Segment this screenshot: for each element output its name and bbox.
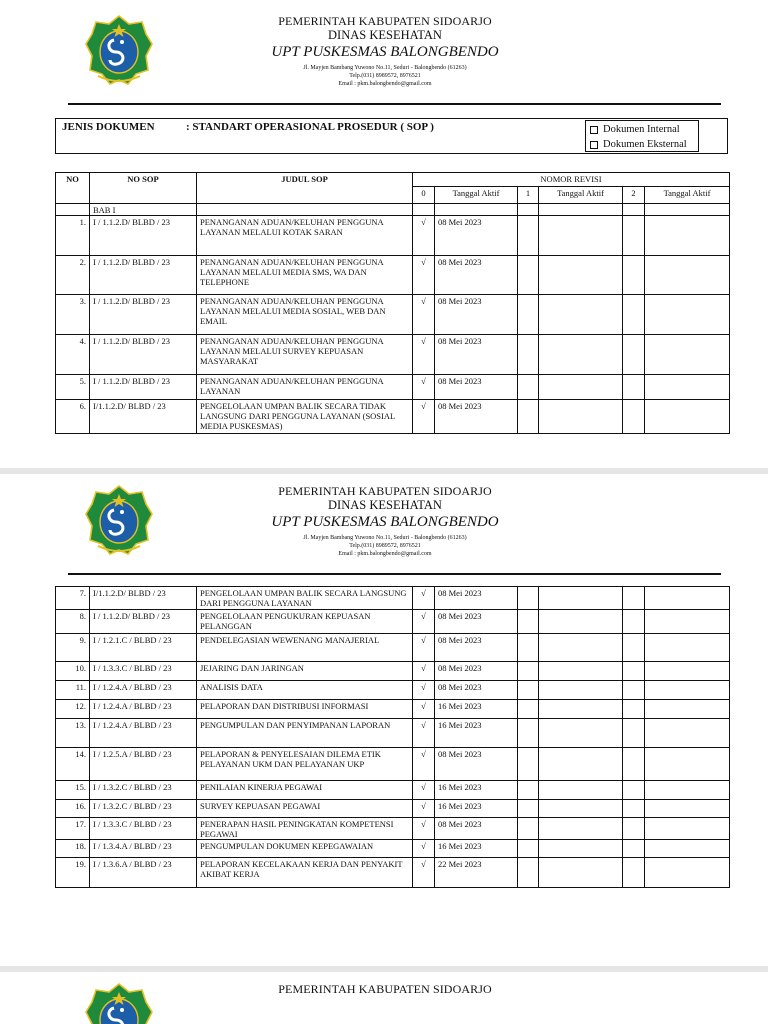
revision-2-date <box>645 216 730 256</box>
revision-2-mark <box>623 748 645 781</box>
header-phone: Telp.(031) 8989572, 8976521 <box>349 543 421 549</box>
revision-0-date: 08 Mei 2023 <box>435 818 518 840</box>
revision-0-date: 08 Mei 2023 <box>435 295 518 335</box>
revision-0-date: 08 Mei 2023 <box>435 662 518 681</box>
header-no: NO <box>56 173 90 204</box>
revision-1-date <box>539 634 623 662</box>
revision-0-date: 16 Mei 2023 <box>435 700 518 719</box>
table-row <box>56 840 730 858</box>
revision-0-check: √ <box>413 587 435 610</box>
revision-0-date: 16 Mei 2023 <box>435 719 518 748</box>
header-government: PEMERINTAH KABUPATEN SIDOARJO <box>278 14 492 28</box>
revision-0-date: 22 Mei 2023 <box>435 858 518 888</box>
row-number: 9. <box>56 634 90 662</box>
revision-1-mark <box>518 858 539 888</box>
sop-number: I / 1.2.1.C / BLBD / 23 <box>90 634 197 662</box>
revision-2-date <box>645 681 730 700</box>
revision-1-date <box>539 587 623 610</box>
option-external[interactable] <box>590 137 694 152</box>
table-row <box>56 818 730 840</box>
sop-table-page-1 <box>55 172 730 434</box>
revision-2-date <box>645 700 730 719</box>
revision-1-date <box>539 858 623 888</box>
revision-0-check: √ <box>413 781 435 800</box>
revision-0-check: √ <box>413 681 435 700</box>
revision-2-mark <box>623 256 645 295</box>
revision-2-date <box>645 634 730 662</box>
table-row <box>56 610 730 634</box>
row-number: 17. <box>56 818 90 840</box>
revision-2-mark <box>623 610 645 634</box>
revision-1-date <box>539 610 623 634</box>
revision-2-mark <box>623 587 645 610</box>
revision-0-check: √ <box>413 400 435 434</box>
document-page-3 <box>0 972 768 1024</box>
letterhead <box>0 0 768 104</box>
sop-number: I / 1.1.2.D/ BLBD / 23 <box>90 610 197 634</box>
row-number: 15. <box>56 781 90 800</box>
revision-2-mark <box>623 818 645 840</box>
sop-number: I / 1.3.4.A / BLBD / 23 <box>90 840 197 858</box>
revision-0-date: 16 Mei 2023 <box>435 840 518 858</box>
revision-1-mark <box>518 748 539 781</box>
revision-2-date <box>645 256 730 295</box>
row-number: 11. <box>56 681 90 700</box>
option-external-label: Dokumen Eksternal <box>603 139 687 150</box>
revision-2-date <box>645 858 730 888</box>
row-number: 18. <box>56 840 90 858</box>
sop-title: PELAPORAN KECELAKAAN KERJA DAN PENYAKIT AKIBAT KERJA <box>197 858 413 888</box>
sop-title: PENANGANAN ADUAN/KELUHAN PENGGUNA LAYANAN MELALUI MEDIA SMS, WA DAN TELEPHONE <box>197 256 413 295</box>
revision-2-mark <box>623 662 645 681</box>
revision-0-date: 08 Mei 2023 <box>435 400 518 434</box>
sop-title: SURVEY KEPUASAN PEGAWAI <box>197 800 413 818</box>
row-number: 14. <box>56 748 90 781</box>
revision-0-check: √ <box>413 216 435 256</box>
revision-1-date <box>539 700 623 719</box>
revision-1-date <box>539 719 623 748</box>
table-row <box>56 719 730 748</box>
revision-1-mark <box>518 781 539 800</box>
revision-0-check: √ <box>413 662 435 681</box>
header-rev-1: 1 <box>518 187 539 204</box>
revision-2-date <box>645 781 730 800</box>
row-number: 2. <box>56 256 90 295</box>
revision-0-check: √ <box>413 719 435 748</box>
revision-1-mark <box>518 400 539 434</box>
letterhead-text <box>240 484 530 558</box>
header-rev-0: 0 <box>413 187 435 204</box>
table-row <box>56 400 730 434</box>
revision-1-date <box>539 256 623 295</box>
revision-2-date <box>645 800 730 818</box>
header-agency: DINAS KESEHATAN <box>328 498 442 512</box>
revision-2-mark <box>623 335 645 375</box>
revision-2-mark <box>623 295 645 335</box>
sop-number: I / 1.1.2.D/ BLBD / 23 <box>90 256 197 295</box>
sop-title: PENERAPAN HASIL PENINGKATAN KOMPETENSI PEGAWAI <box>197 818 413 840</box>
header-address: Jl. Mayjen Bambang Yuwono No.11, Seduri - Balongbendo (61263) <box>303 535 467 541</box>
sop-title: PENILAIAN KINERJA PEGAWAI <box>197 781 413 800</box>
revision-1-mark <box>518 375 539 400</box>
revision-1-date <box>539 662 623 681</box>
sop-number: I / 1.2.4.A / BLBD / 23 <box>90 700 197 719</box>
revision-0-check: √ <box>413 840 435 858</box>
header-tanggal-aktif-1: Tanggal Aktif <box>539 187 623 204</box>
revision-2-mark <box>623 858 645 888</box>
header-email: Email : pkm.balongbendo@gmail.com <box>338 81 432 87</box>
revision-2-date <box>645 818 730 840</box>
revision-1-date <box>539 216 623 256</box>
table-row <box>56 256 730 295</box>
sop-number: I / 1.3.2.C / BLBD / 23 <box>90 800 197 818</box>
row-number: 10. <box>56 662 90 681</box>
revision-2-date <box>645 719 730 748</box>
revision-0-check: √ <box>413 256 435 295</box>
revision-2-mark <box>623 781 645 800</box>
letterhead-divider <box>68 573 721 575</box>
revision-1-mark <box>518 840 539 858</box>
document-page-2 <box>0 474 768 966</box>
sop-rows-page-1 <box>56 216 730 434</box>
header-judul-sop: JUDUL SOP <box>197 173 413 204</box>
revision-0-check: √ <box>413 295 435 335</box>
revision-2-mark <box>623 800 645 818</box>
revision-1-date <box>539 800 623 818</box>
revision-2-date <box>645 375 730 400</box>
row-number: 8. <box>56 610 90 634</box>
sop-number: I / 1.2.5.A / BLBD / 23 <box>90 748 197 781</box>
sop-title: PENGELOLAAN UMPAN BALIK SECARA LANGSUNG DARI PENGGUNA LAYANAN <box>197 587 413 610</box>
sop-number: I / 1.2.4.A / BLBD / 23 <box>90 719 197 748</box>
table-row <box>56 748 730 781</box>
revision-1-date <box>539 840 623 858</box>
revision-1-mark <box>518 818 539 840</box>
revision-1-date <box>539 295 623 335</box>
revision-1-mark <box>518 681 539 700</box>
row-number: 13. <box>56 719 90 748</box>
revision-2-date <box>645 400 730 434</box>
sop-title: PENANGANAN ADUAN/KELUHAN PENGGUNA LAYANAN MELALUI SURVEY KEPUASAN MASYARAKAT <box>197 335 413 375</box>
revision-1-date <box>539 400 623 434</box>
revision-1-mark <box>518 295 539 335</box>
chapter-label: BAB I <box>90 204 197 216</box>
revision-2-date <box>645 748 730 781</box>
table-row <box>56 634 730 662</box>
sidoarjo-regency-emblem-icon <box>84 484 154 558</box>
table-row <box>56 375 730 400</box>
sop-number: I / 1.3.3.C / BLBD / 23 <box>90 818 197 840</box>
document-type-label: JENIS DOKUMEN <box>62 121 155 133</box>
revision-2-date <box>645 840 730 858</box>
header-nomor-revisi: NOMOR REVISI <box>413 173 730 187</box>
revision-0-date: 08 Mei 2023 <box>435 681 518 700</box>
sop-title: JEJARING DAN JARINGAN <box>197 662 413 681</box>
row-number: 12. <box>56 700 90 719</box>
sidoarjo-regency-emblem-icon <box>84 982 154 1024</box>
sop-number: I / 1.3.2.C / BLBD / 23 <box>90 781 197 800</box>
revision-0-date: 08 Mei 2023 <box>435 216 518 256</box>
row-number: 3. <box>56 295 90 335</box>
sop-title: ANALISIS DATA <box>197 681 413 700</box>
revision-2-date <box>645 587 730 610</box>
revision-2-mark <box>623 719 645 748</box>
checkbox-icon[interactable] <box>590 126 598 134</box>
revision-1-mark <box>518 256 539 295</box>
revision-1-mark <box>518 610 539 634</box>
revision-1-date <box>539 748 623 781</box>
revision-0-date: 08 Mei 2023 <box>435 587 518 610</box>
header-tanggal-aktif-0: Tanggal Aktif <box>435 187 518 204</box>
sop-number: I / 1.3.3.C / BLBD / 23 <box>90 662 197 681</box>
sop-title: PENANGANAN ADUAN/KELUHAN PENGGUNA LAYANAN <box>197 375 413 400</box>
letterhead-text <box>240 982 530 996</box>
revision-0-check: √ <box>413 748 435 781</box>
revision-0-check: √ <box>413 610 435 634</box>
revision-1-mark <box>518 634 539 662</box>
letterhead <box>0 474 768 578</box>
revision-2-date <box>645 295 730 335</box>
revision-0-date: 08 Mei 2023 <box>435 748 518 781</box>
sop-title: PENDELEGASIAN WEWENANG MANAJERIAL <box>197 634 413 662</box>
header-email: Email : pkm.balongbendo@gmail.com <box>338 551 432 557</box>
revision-2-mark <box>623 634 645 662</box>
sop-title: PENGUMPULAN DAN PENYIMPANAN LAPORAN <box>197 719 413 748</box>
revision-2-mark <box>623 216 645 256</box>
revision-0-date: 08 Mei 2023 <box>435 256 518 295</box>
option-internal-label: Dokumen Internal <box>603 124 680 135</box>
revision-0-check: √ <box>413 800 435 818</box>
checkbox-icon[interactable] <box>590 141 598 149</box>
sop-title: PENANGANAN ADUAN/KELUHAN PENGGUNA LAYANAN MELALUI KOTAK SARAN <box>197 216 413 256</box>
revision-2-mark <box>623 840 645 858</box>
revision-1-mark <box>518 700 539 719</box>
table-row <box>56 858 730 888</box>
revision-1-date <box>539 818 623 840</box>
document-scope-options <box>585 120 699 152</box>
sop-number: I / 1.1.2.D/ BLBD / 23 <box>90 335 197 375</box>
revision-0-check: √ <box>413 335 435 375</box>
revision-1-mark <box>518 216 539 256</box>
revision-2-mark <box>623 375 645 400</box>
sop-table-page-2 <box>55 586 730 888</box>
sop-number: I / 1.3.6.A / BLBD / 23 <box>90 858 197 888</box>
revision-0-check: √ <box>413 375 435 400</box>
revision-0-date: 08 Mei 2023 <box>435 610 518 634</box>
table-row <box>56 587 730 610</box>
revision-1-date <box>539 781 623 800</box>
header-government: PEMERINTAH KABUPATEN SIDOARJO <box>278 982 492 996</box>
revision-0-date: 16 Mei 2023 <box>435 800 518 818</box>
revision-2-date <box>645 662 730 681</box>
table-row <box>56 700 730 719</box>
sop-title: PENGELOLAAN UMPAN BALIK SECARA TIDAK LANGSUNG DARI PENGGUNA LAYANAN (SOSIAL MEDIA PUSKESMAS) <box>197 400 413 434</box>
sop-number: I / 1.2.4.A / BLBD / 23 <box>90 681 197 700</box>
row-number: 6. <box>56 400 90 434</box>
revision-1-date <box>539 335 623 375</box>
header-phone: Telp.(031) 8989572, 8976521 <box>349 73 421 79</box>
sidoarjo-regency-emblem-icon <box>84 14 154 88</box>
letterhead-divider <box>68 103 721 105</box>
header-government: PEMERINTAH KABUPATEN SIDOARJO <box>278 484 492 498</box>
table-row <box>56 681 730 700</box>
sop-number: I / 1.1.2.D/ BLBD / 23 <box>90 216 197 256</box>
sop-number: I/1.1.2.D/ BLBD / 23 <box>90 400 197 434</box>
revision-0-date: 08 Mei 2023 <box>435 634 518 662</box>
revision-0-check: √ <box>413 858 435 888</box>
header-tanggal-aktif-2: Tanggal Aktif <box>645 187 730 204</box>
header-institution: UPT PUSKESMAS BALONGBENDO <box>271 44 499 60</box>
row-number: 7. <box>56 587 90 610</box>
sop-title: PENANGANAN ADUAN/KELUHAN PENGGUNA LAYANAN MELALUI MEDIA SOSIAL, WEB DAN EMAIL <box>197 295 413 335</box>
row-number: 16. <box>56 800 90 818</box>
letterhead-text <box>240 14 530 88</box>
sop-title: PENGUMPULAN DOKUMEN KEPEGAWAIAN <box>197 840 413 858</box>
revision-2-mark <box>623 400 645 434</box>
sop-number: I / 1.1.2.D/ BLBD / 23 <box>90 295 197 335</box>
revision-1-mark <box>518 719 539 748</box>
sop-rows-page-2 <box>56 587 730 888</box>
revision-2-mark <box>623 700 645 719</box>
header-address: Jl. Mayjen Bambang Yuwono No.11, Seduri - Balongbendo (61263) <box>303 65 467 71</box>
revision-1-date <box>539 375 623 400</box>
revision-0-date: 08 Mei 2023 <box>435 335 518 375</box>
revision-1-mark <box>518 587 539 610</box>
row-number: 19. <box>56 858 90 888</box>
table-row <box>56 335 730 375</box>
document-page-1 <box>0 0 768 468</box>
revision-0-date: 08 Mei 2023 <box>435 375 518 400</box>
table-row <box>56 800 730 818</box>
row-number: 5. <box>56 375 90 400</box>
revision-1-mark <box>518 662 539 681</box>
revision-0-date: 16 Mei 2023 <box>435 781 518 800</box>
document-type-value: : STANDART OPERASIONAL PROSEDUR ( SOP ) <box>186 121 434 133</box>
table-row <box>56 216 730 256</box>
sop-title: PELAPORAN & PENYELESAIAN DILEMA ETIK PELAYANAN UKM DAN PELAYANAN UKP <box>197 748 413 781</box>
revision-1-date <box>539 681 623 700</box>
sop-number: I/1.1.2.D/ BLBD / 23 <box>90 587 197 610</box>
table-row <box>56 295 730 335</box>
revision-2-date <box>645 610 730 634</box>
row-number: 1. <box>56 216 90 256</box>
revision-2-mark <box>623 681 645 700</box>
header-rev-2: 2 <box>623 187 645 204</box>
option-internal[interactable] <box>590 122 694 137</box>
header-no-sop: NO SOP <box>90 173 197 204</box>
document-type-box <box>55 118 728 154</box>
revision-0-check: √ <box>413 634 435 662</box>
revision-1-mark <box>518 800 539 818</box>
sop-title: PENGELOLAAN PENGUKURAN KEPUASAN PELANGGAN <box>197 610 413 634</box>
revision-0-check: √ <box>413 700 435 719</box>
header-agency: DINAS KESEHATAN <box>328 28 442 42</box>
revision-2-date <box>645 335 730 375</box>
table-row <box>56 781 730 800</box>
sop-number: I / 1.1.2.D/ BLBD / 23 <box>90 375 197 400</box>
table-row <box>56 662 730 681</box>
revision-1-mark <box>518 335 539 375</box>
header-institution: UPT PUSKESMAS BALONGBENDO <box>271 514 499 530</box>
row-number: 4. <box>56 335 90 375</box>
revision-0-check: √ <box>413 818 435 840</box>
sop-title: PELAPORAN DAN DISTRIBUSI INFORMASI <box>197 700 413 719</box>
